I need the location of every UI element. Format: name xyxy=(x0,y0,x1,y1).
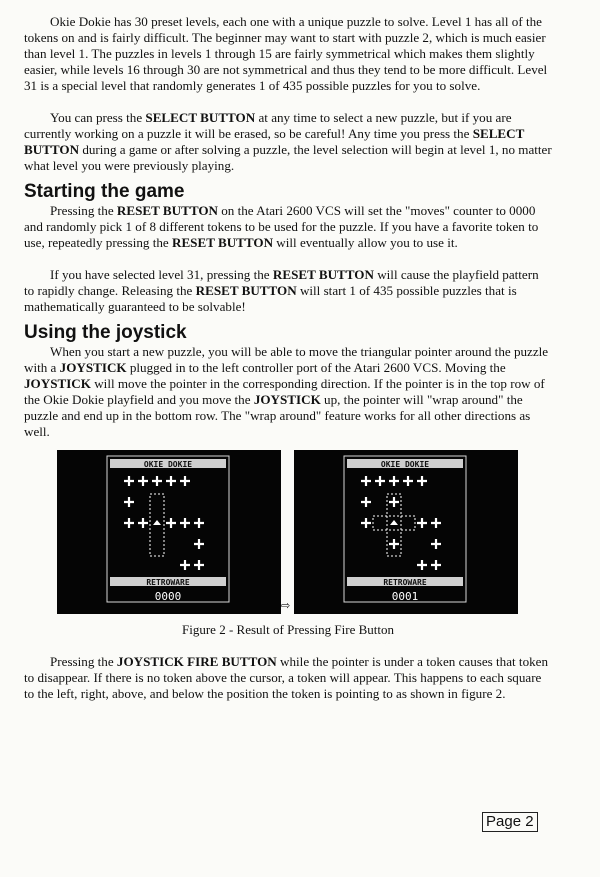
moves-counter: 0000 xyxy=(154,590,182,603)
page-number: Page 2 xyxy=(482,812,538,832)
game-title: OKIE DOKIE xyxy=(380,460,430,469)
moves-counter: 0001 xyxy=(391,590,419,603)
pointer-icon xyxy=(153,520,161,525)
figure-caption: Figure 2 - Result of Pressing Fire Button xyxy=(182,622,394,637)
screenshot-before xyxy=(57,450,281,614)
starting-paragraph-2: If you have selected level 31, pressing the RESET BUTTON will cause the playfield pattern to rapidly change. Releasing the RESET BUTTON will start 1 of 435 possible puzzles that is mathematically guaranteed to be solvable! xyxy=(24,267,539,314)
intro-paragraph-2: You can press the SELECT BUTTON at any time to select a new puzzle, but if you are currently working on a puzzle it will be erased, so be careful! Any time you press the SELECT BUTTON during a game or after solving a puzzle, the level selection will begin at level 1, no matter what level you were previously playing. xyxy=(24,110,552,173)
joystick-paragraph-2: Pressing the JOYSTICK FIRE BUTTON while the pointer is under a token causes that token to disappear. If there is no token above the cursor, a token will appear. This happens to each square to the left, right, above, and below the position the token is pointing to as shown in figure 2. xyxy=(24,654,549,701)
figure-2 xyxy=(24,450,552,618)
joystick-paragraph-1: When you start a new puzzle, you will be able to move the triangular pointer around the puzzle with a JOYSTICK plugged in to the left controller port of the Atari 2600 VCS. Moving the JOYSTICK will move the pointer in the corresponding direction. If the pointer is in the top row of the Okie Dokie playfield and you move the JOYSTICK up, the pointer will "wrap around" the puzzle and end up in the bottom row. The "wrap around" feature works for all other directions as well. xyxy=(24,344,549,439)
retroware-logo: RETROWARE xyxy=(146,578,190,587)
retroware-logo: RETROWARE xyxy=(383,578,427,587)
game-title: OKIE DOKIE xyxy=(143,460,193,469)
intro-paragraph-1: Okie Dokie has 30 preset levels, each one with a unique puzzle to solve. Level 1 has all of the tokens on and is fairly difficult. The beginner may want to start with puzzle 2, which is much easier than level 1. The puzzles in levels 1 through 15 are fairly symmetrical which makes them slightly easier, while levels 16 through 30 are not symmetrical and thus they tend to be more difficult. Level 31 is a special level that randomly generates 1 of 435 possible puzzles for you to solve. xyxy=(24,14,548,93)
screenshot-after xyxy=(294,450,518,614)
section-heading-starting: Starting the game xyxy=(24,181,185,202)
manual-page xyxy=(24,14,552,702)
section-heading-joystick: Using the joystick xyxy=(24,322,187,343)
pointer-icon xyxy=(390,520,398,525)
right-arrow-icon: ⇨ xyxy=(281,599,291,612)
starting-paragraph-1: Pressing the RESET BUTTON on the Atari 2600 VCS will set the "moves" counter to 0000 and randomly pick 1 of 8 different tokens to be used for the puzzle. If you have a favorite token to use, repeatedly pressing the RESET BUTTON will eventually allow you to use it. xyxy=(24,203,539,250)
